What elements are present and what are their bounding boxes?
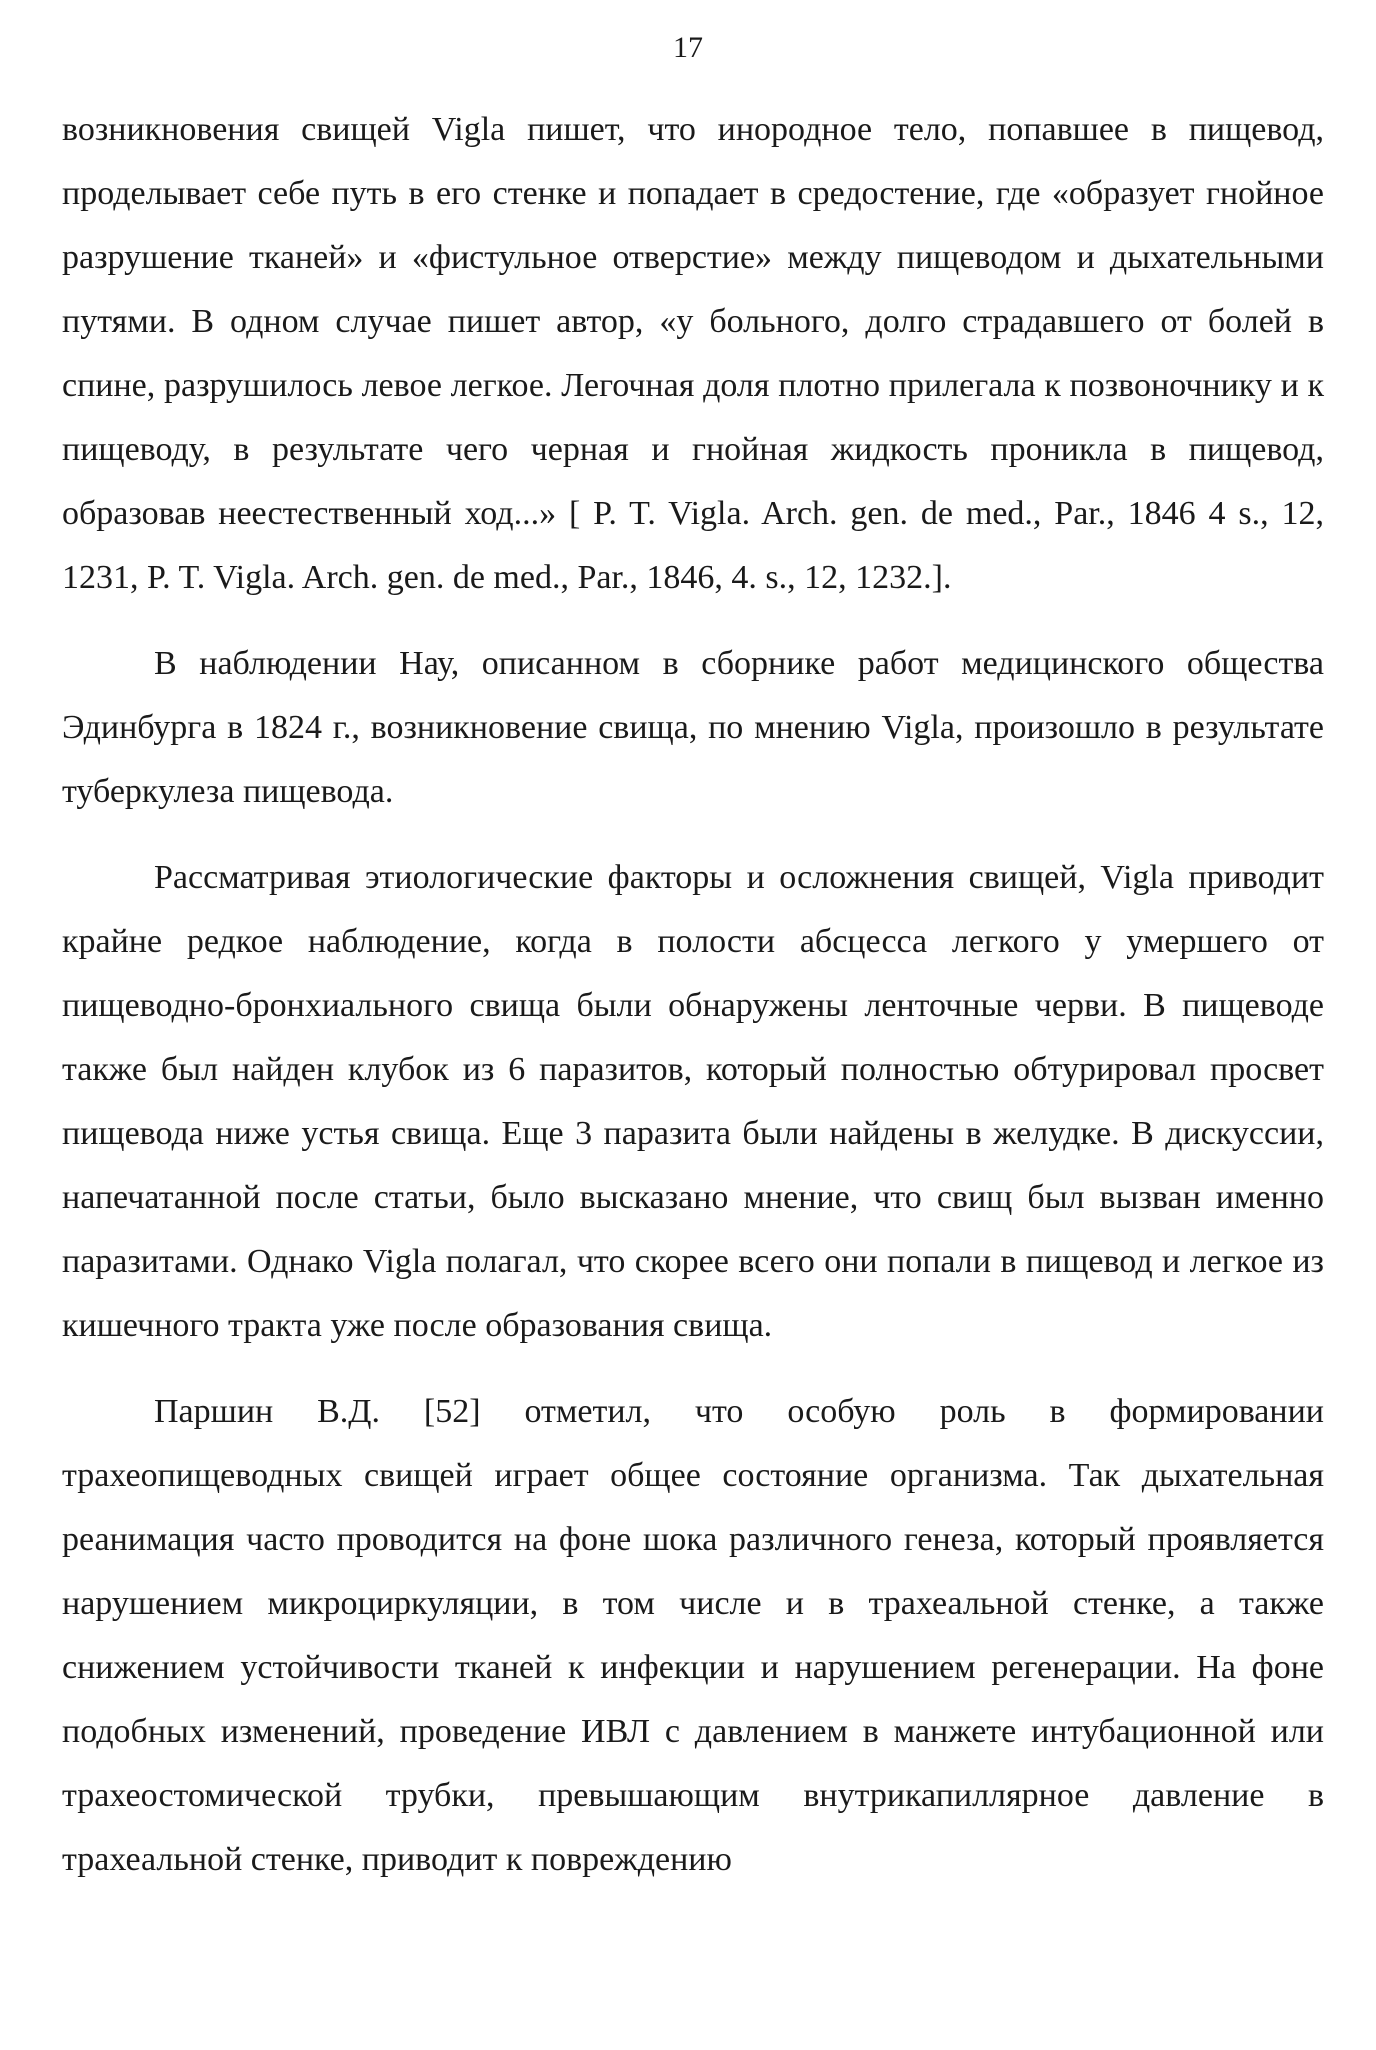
page-number: 17 — [673, 31, 703, 64]
body-text — [62, 98, 1324, 1914]
paragraph-1: возникновения свищей Vigla пишет, что инородное тело, попавшее в пищевод, проделывает себе путь в его стенке и попадает в средостение, где «образует гнойное разрушение тканей» и «фистульное отверстие» между пищеводом и дыхательными путями. В одном случае пишет автор, «у больного, долго страдавшего от болей в спине, разрушилось левое легкое. Легочная доля плотно прилегала к позвоночнику и к пищеводу, в результате чего черная и гнойная жидкость проникла в пищевод, образовав неестественный ход...» [ P. T. Vigla. Arch. gen. de med., Par., 1846 4 s., 12, 1231, P. T. Vigla. Arch. gen. de med., Par., 1846, 4. s., 12, 1232.]. — [62, 111, 1324, 596]
paragraph-2: В наблюдении Нау, описанном в сборнике работ медицинского общества Эдинбурга в 1824 г., возникновение свища, по мнению Vigla, произошло в результате туберкулеза пищевода. — [62, 645, 1324, 810]
paragraph-3: Рассматривая этиологические факторы и осложнения свищей, Vigla приводит крайне редкое наблюдение, когда в полости абсцесса легкого у умершего от пищеводно-бронхиального свища были обнаружены ленточные черви. В пищеводе также был найден клубок из 6 паразитов, который полностью обтурировал просвет пищевода ниже устья свища. Еще 3 паразита были найдены в желудке. В дискуссии, напечатанной после статьи, было высказано мнение, что свищ был вызван именно паразитами. Однако Vigla полагал, что скорее всего они попали в пищевод и легкое из кишечного тракта уже после образования свища. — [62, 859, 1324, 1344]
paragraph-4: Паршин В.Д. [52] отметил, что особую роль в формировании трахеопищеводных свищей играет общее состояние организма. Так дыхательная реанимация часто проводится на фоне шока различного генеза, который проявляется нарушением микроциркуляции, в том числе и в трахеальной стенке, а также снижением устойчивости тканей к инфекции и нарушением регенерации. На фоне подобных изменений, проведение ИВЛ с давлением в манжете интубационной или трахеостомической трубки, превышающим внутрикапиллярное давление в трахеальной стенке, приводит к повреждению — [62, 1393, 1324, 1878]
